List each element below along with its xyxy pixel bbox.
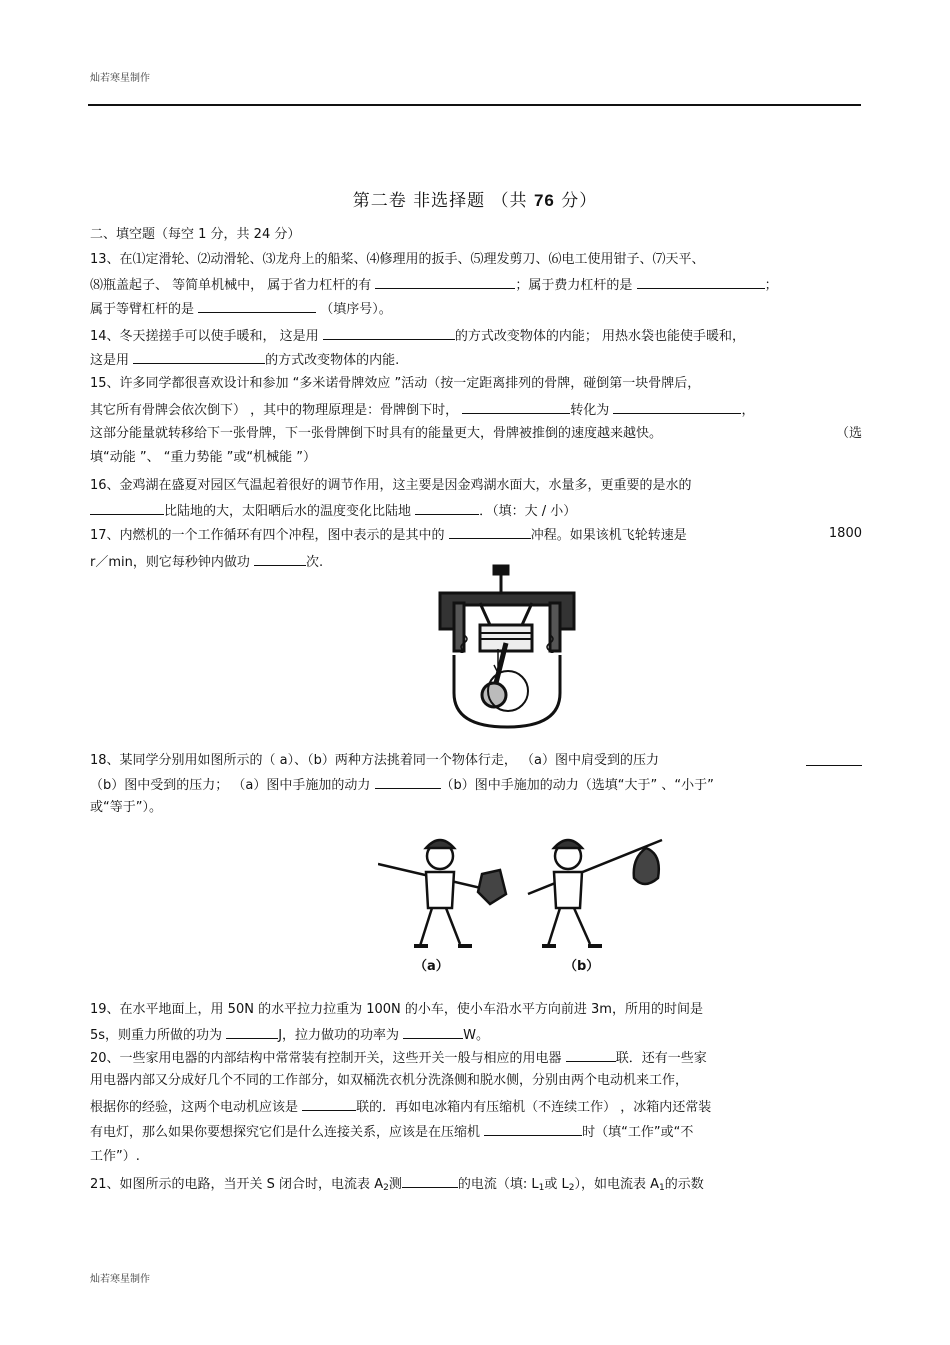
q17-blank-1[interactable] [449, 525, 531, 539]
q17-line2: r／min，则它每秒钟内做功 次. [90, 552, 862, 572]
q20-line4: 有电灯，那么如果你要想探究它们是什么连接关系，应该是在压缩机 时（填“工作”或“不 [90, 1122, 862, 1142]
q17-line1: 17、内燃机的一个工作循环有四个冲程，图中表示的是其中的 冲程。如果该机飞轮转速是 1800 [90, 526, 862, 543]
label-a: （a） [414, 959, 449, 974]
q20-blank-1[interactable] [566, 1048, 616, 1062]
q19-blank-2[interactable] [403, 1025, 463, 1039]
q14-line2: 这是用 的方式改变物体的内能. [90, 350, 862, 370]
q18-line3: 或“等于”）。 [90, 800, 162, 815]
q13-line3: 属于等臂杠杆的是 （填序号）。 [90, 299, 862, 319]
q14-blank-2[interactable] [133, 350, 265, 364]
q16-blank-1[interactable] [90, 501, 164, 515]
carrying-figure [378, 834, 670, 974]
q13-blank-2[interactable] [637, 275, 765, 289]
engine-stroke-figure [434, 563, 580, 731]
q19-line2: 5s，则重力所做的功为 J，拉力做功的功率为 W。 [90, 1025, 862, 1045]
q20-blank-2[interactable] [302, 1097, 356, 1111]
q15-line2: 其它所有骨牌会依次倒下） ，其中的物理原理是：骨牌倒下时， 转化为 ， [90, 400, 862, 420]
q20-blank-3[interactable] [484, 1122, 582, 1136]
header-rule [88, 104, 861, 106]
q14-blank-1[interactable] [323, 326, 455, 340]
q18-blank-1[interactable] [806, 752, 862, 766]
label-b: （b） [564, 959, 600, 974]
q18-line2: （b）图中受到的压力； （a）图中手施加的动力 （b）图中手施加的动力（选填“大于” 、“小于” [90, 775, 862, 795]
q15-blank-2[interactable] [613, 400, 741, 414]
section-heading: 二、填空题（每空 1 分，共 24 分） [90, 227, 301, 242]
q14-line1: 14、冬天搓搓手可以使手暖和， 这是用 的方式改变物体的内能； 用热水袋也能使手暖和， [90, 326, 862, 346]
q13-line1: 13、在⑴定滑轮、⑵动滑轮、⑶龙舟上的船桨、⑷修理用的扳手、⑸理发剪刀、⑹电工使用钳子、⑺天平、 [90, 252, 705, 267]
header-watermark: 灿若寒星制作 [90, 73, 150, 84]
q13-blank-1[interactable] [375, 275, 515, 289]
q15-blank-1[interactable] [462, 400, 570, 414]
q13-line2: ⑻瓶盖起子、 等简单机械中， 属于省力杠杆的有 ；属于费力杠杆的是 ； [90, 275, 862, 295]
q15-line4: 填“动能 ”、 “重力势能 ”或“机械能 ”） [90, 450, 316, 465]
q21-blank-1[interactable] [402, 1174, 458, 1188]
q15-line3: 这部分能量就转移给下一张骨牌，下一张骨牌倒下时具有的能量更大，骨牌被推倒的速度越来越快。 （选 [90, 426, 862, 441]
footer-watermark: 灿若寒星制作 [90, 1274, 150, 1285]
q19-line1: 19、在水平地面上，用 50N 的水平拉力拉重为 100N 的小车，使小车沿水平方向前进 3m，所用的时间是 [90, 1002, 703, 1017]
q16-line2: 比陆地的大，太阳晒后水的温度变化比陆地 ．（填：大 / 小） [90, 501, 862, 521]
q20-line2: 用电器内部又分成好几个不同的工作部分，如双桶洗衣机分洗涤侧和脱水侧，分别由两个电动机来工作， [90, 1073, 689, 1088]
q16-line1: 16、金鸡湖在盛夏对园区气温起着很好的调节作用，这主要是因金鸡湖水面大，水量多，更重要的是水的 [90, 478, 692, 493]
q13-blank-3[interactable] [198, 299, 316, 313]
q18-line1: 18、某同学分别用如图所示的（ a）、（b）两种方法挑着同一个物体行走， （a）图中肩受到的压力 [90, 752, 862, 770]
q20-line5: 工作”）. [90, 1149, 140, 1164]
q18-blank-2[interactable] [375, 775, 441, 789]
q20-line3: 根据你的经验，这两个电动机应该是 联的．再如电冰箱内有压缩机（不连续工作） ，冰箱内还常装 [90, 1097, 862, 1117]
q15-line1: 15、许多同学都很喜欢设计和参加 “多米诺骨牌效应 ”活动（按一定距离排列的骨牌，碰倒第一块骨牌后， [90, 376, 701, 391]
q17-blank-2[interactable] [254, 552, 306, 566]
q16-blank-2[interactable] [415, 501, 479, 515]
part-title: 第二卷 非选择题 （共 76 分） [352, 191, 598, 211]
q20-line1: 20、一些家用电器的内部结构中常常装有控制开关，这些开关一般与相应的用电器 联．还有一些家 [90, 1048, 862, 1068]
q21-line1: 21、如图所示的电路，当开关 S 闭合时，电流表 $A_2$测 的电流（填: $L_1$或 $L_2$），如电流表 $A_1$的示数 [90, 1174, 862, 1197]
q19-blank-1[interactable] [226, 1025, 278, 1039]
